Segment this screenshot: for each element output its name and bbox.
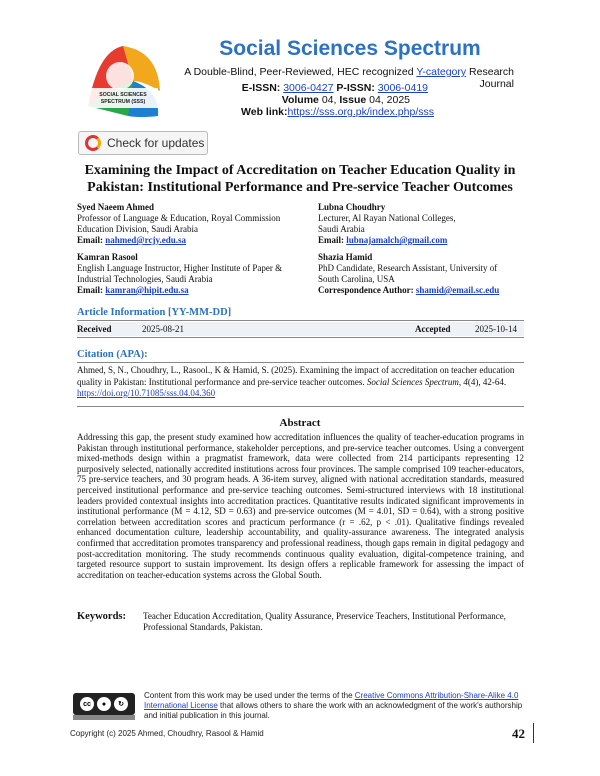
page-number-rule bbox=[533, 723, 534, 743]
paper-title-line-1: Examining the Impact of Accreditation on Teacher Education Quality in bbox=[84, 163, 516, 178]
pissn-link[interactable]: 3006-0419 bbox=[377, 82, 428, 94]
article-dates-row bbox=[77, 322, 524, 336]
email-label: Email: bbox=[77, 235, 106, 245]
cc-badge-strip bbox=[73, 715, 135, 720]
page-number: 42 bbox=[512, 726, 525, 741]
license-link[interactable]: Creative Commons Attribution-Share-Alike 4.0 International License bbox=[144, 691, 519, 710]
author-affiliation: Education Division, Saudi Arabia bbox=[77, 224, 198, 234]
citation-volume: 4 bbox=[463, 376, 468, 387]
author-email-link[interactable]: shamid@email.sc.edu bbox=[415, 285, 500, 295]
issue-label: Issue bbox=[339, 94, 367, 106]
eissn-link[interactable]: 3006-0427 bbox=[283, 82, 334, 94]
author-name: Syed Naeem Ahmed bbox=[77, 202, 154, 212]
email-label: Email: bbox=[318, 235, 347, 245]
weblink-line bbox=[170, 106, 434, 118]
author-email-link[interactable]: kamran@hipit.edu.sa bbox=[105, 285, 189, 295]
email-label: Correspondence Author: bbox=[318, 285, 416, 295]
citation-doi-link[interactable]: https://doi.org/10.71085/sss.04.04.360 bbox=[77, 388, 216, 398]
author-email-link[interactable]: nahmed@rcjy.edu.sa bbox=[105, 235, 186, 245]
accepted-date: 2025-10-14 bbox=[475, 324, 517, 334]
author-block bbox=[77, 202, 307, 246]
license-text-end: that allows others to share the work with an acknowledgment of the work's authorship and initial publication in this journal. bbox=[144, 701, 523, 720]
abstract-text: Addressing this gap, the present study examined how accreditation influences the quality of teacher-education programs in Pakistan through institutional performance, stakeholder perceptions, and pre-service teacher outcomes. Using a convergent mixed-methods design within a pragmatist framework, data were collected from 214 participants representing 12 purposively selected, nationally accredited institutions across four provinces. The sample comprised 109 teacher-educators, 75 pre-service teachers, and 30 program heads. A 36-item survey, aligned with national accreditation standards, measured perceived institutional performance and pre-service teaching outcomes. Semi-structured interviews with 18 institutional leaders provided contextual insights into accreditation practices. Quantitative results indicated significant improvements in institutional performance (M = 4.12, SD = 0.63) and pre-service outcomes (M = 4.01, SD = 0.64), with a strong positive correlation between accreditation scores and practicum performance (r = .62, p < .01). Qualitative findings revealed enhanced documentation culture, leadership accountability, and quality-assurance awareness. The integrated analysis confirmed that accreditation promotes transparency and professional readiness, though gaps remain in digital pedagogy and post-accreditation monitoring. The study recommends continuous quality evaluation, digital-competence training, and targeted resource support to sustain improvement. Its design offers a replicable framework for assessing the impact of accreditation on teacher-education systems across the Global South. bbox=[77, 432, 524, 580]
citation-pages: (4), 42-64. bbox=[467, 376, 507, 387]
tagline-text: A Double-Blind, Peer-Reviewed, HEC recognized bbox=[184, 66, 417, 78]
divider bbox=[77, 337, 524, 338]
keywords-label: Keywords: bbox=[77, 611, 126, 622]
citation-sep: , bbox=[458, 376, 464, 387]
keywords-text: Teacher Education Accreditation, Quality Assurance, Preservice Teachers, Institutional Performance, Professional Standards, Pakistan. bbox=[143, 611, 506, 632]
author-name: Shazia Hamid bbox=[318, 252, 373, 262]
author-block bbox=[318, 202, 538, 246]
divider bbox=[77, 362, 524, 363]
cc-license-badge[interactable] bbox=[73, 693, 135, 715]
divider bbox=[77, 320, 524, 321]
abstract-heading: Abstract bbox=[279, 417, 321, 429]
citation-journal: Social Sciences Spectrum bbox=[366, 376, 459, 387]
volume-issue-line bbox=[170, 94, 410, 106]
author-affiliation: Lecturer, Al Rayan National Colleges, bbox=[318, 213, 456, 223]
eissn-label: E-ISSN: bbox=[241, 82, 284, 94]
author-email-line bbox=[77, 285, 312, 296]
author-affiliation: PhD Candidate, Research Assistant, University of bbox=[318, 263, 498, 273]
author-email-link[interactable]: lubnajamalch@gmail.com bbox=[346, 235, 448, 245]
author-affiliation: Saudi Arabia bbox=[318, 224, 365, 234]
received-date: 2025-08-21 bbox=[142, 324, 184, 334]
author-name: Lubna Choudhry bbox=[318, 202, 386, 212]
citation-text bbox=[77, 365, 517, 400]
citation-authors-title: Ahmed, S, N., Choudhry, L., Rasool., K & Hamid, S. (2025). Examining the impact of accreditation on teacher education quality in Pakistan: Institutional performance and pre-service teacher outcomes. bbox=[77, 365, 515, 387]
journal-logo bbox=[78, 36, 168, 126]
svg-text:SPECTRUM (SSS): SPECTRUM (SSS) bbox=[100, 99, 146, 105]
divider bbox=[77, 406, 524, 407]
license-notice bbox=[144, 691, 529, 721]
journal-title: Social Sciences Spectrum bbox=[219, 37, 481, 60]
author-affiliation: South Carolina, USA bbox=[318, 274, 395, 284]
tagline-text-end: Research Journal bbox=[466, 66, 514, 90]
author-name: Kamran Rasool bbox=[77, 252, 138, 262]
issue-value: 04, 2025 bbox=[366, 94, 410, 106]
weblink-url[interactable]: https://sss.org.pk/index.php/sss bbox=[287, 106, 434, 118]
pissn-label: P-ISSN: bbox=[333, 82, 378, 94]
cc-icon: cc bbox=[80, 697, 94, 711]
received-label: Received bbox=[77, 324, 112, 334]
author-email-line bbox=[77, 235, 307, 246]
volume-label: Volume bbox=[281, 94, 319, 106]
issn-line bbox=[170, 82, 428, 94]
paper-title-line-2: Pakistan: Institutional Performance and Pre-service Teacher Outcomes bbox=[87, 180, 513, 195]
volume-value: 04, bbox=[318, 94, 340, 106]
email-label: Email: bbox=[77, 285, 106, 295]
citation-heading: Citation (APA): bbox=[77, 349, 148, 360]
copyright-notice: Copyright (c) 2025 Ahmed, Choudhry, Rasool & Hamid bbox=[70, 729, 264, 738]
crossmark-icon bbox=[85, 135, 101, 151]
paper-title bbox=[60, 162, 540, 196]
check-for-updates-label: Check for updates bbox=[107, 136, 205, 150]
author-block bbox=[77, 252, 312, 296]
weblink-label: Web link: bbox=[241, 106, 288, 118]
share-alike-icon: ↻ bbox=[114, 697, 128, 711]
author-email-line bbox=[318, 235, 538, 246]
y-category-link[interactable]: Y-category bbox=[416, 66, 467, 78]
article-info-heading: Article Information [YY-MM-DD] bbox=[77, 307, 232, 318]
check-for-updates-button[interactable] bbox=[78, 131, 208, 155]
license-text: Content from this work may be used under the terms of the bbox=[144, 691, 355, 700]
author-affiliation: Professor of Language & Education, Royal Commission bbox=[77, 213, 281, 223]
accepted-label: Accepted bbox=[415, 324, 451, 334]
author-affiliation: English Language Instructor, Higher Institute of Paper & bbox=[77, 263, 283, 273]
author-email-line bbox=[318, 285, 543, 296]
author-affiliation: Industrial Technologies, Saudi Arabia bbox=[77, 274, 213, 284]
svg-text:SOCIAL SCIENCES: SOCIAL SCIENCES bbox=[99, 92, 147, 98]
by-person-icon: ● bbox=[97, 697, 111, 711]
logo-graphic bbox=[78, 36, 168, 126]
author-block bbox=[318, 252, 543, 296]
